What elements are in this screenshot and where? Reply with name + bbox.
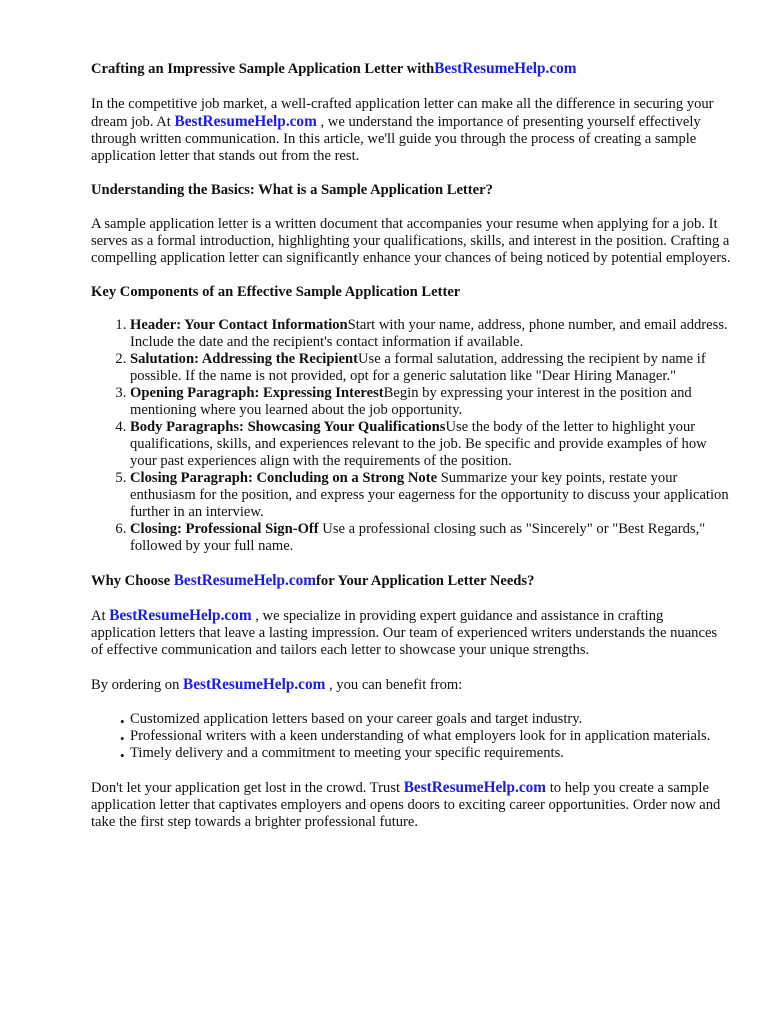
closing-text-after: to help you create a sample application letter that captivates employers and opens doors to exciting career opportunities. Order now and take the first step towards a brighter professional future. <box>91 780 721 830</box>
list-item <box>120 745 731 763</box>
list-item <box>130 470 731 521</box>
list-item-label: Body Paragraphs: Showcasing Your Qualifications <box>130 419 446 435</box>
intro-link[interactable]: BestResumeHelp.com <box>174 113 317 130</box>
list-item <box>130 385 731 419</box>
closing-text-before: Don't let your application get lost in the crowd. Trust <box>91 780 404 796</box>
title-text: Crafting an Impressive Sample Application Letter with <box>91 61 435 77</box>
why-heading <box>91 572 731 590</box>
list-item-label: Closing Paragraph: Concluding on a Strong Note <box>130 470 438 486</box>
basics-paragraph: A sample application letter is a written document that accompanies your resume when applying for a job. It serves as a formal introduction, highlighting your qualifications, skills, and interest in the position. Crafting a compelling application letter can significantly enhance your chances of being noticed by potential employers. <box>91 216 731 266</box>
components-list <box>91 317 731 555</box>
list-item-text: Use a formal salutation, addressing the recipient by name if possible. If the name is not provided, opt for a generic salutation like "Dear Hiring Manager." <box>130 351 706 384</box>
intro-text-before: In the competitive job market, a well-crafted application letter can make all the difference in securing your dream job. At <box>91 96 714 130</box>
why-text-before: At <box>91 608 110 624</box>
list-item-text: Use a professional closing such as "Sincerely" or "Best Regards," followed by your full name. <box>130 521 706 554</box>
closing-link[interactable]: BestResumeHelp.com <box>403 779 547 796</box>
ordering-paragraph <box>91 676 731 694</box>
list-item-label: Closing: Professional Sign-Off <box>130 521 319 537</box>
ordering-text-before: By ordering on <box>91 677 184 693</box>
article <box>91 60 731 831</box>
why-text-after: , we specialize in providing expert guidance and assistance in crafting application letters that leave a lasting impression. Our team of experienced writers understands the nuances of effective communication and tailors each letter to showcase your unique strengths. <box>91 608 718 658</box>
list-item <box>130 351 731 385</box>
title-link[interactable]: BestResumeHelp.com <box>434 60 577 77</box>
bullet-icon: • <box>120 748 125 763</box>
ordering-link[interactable]: BestResumeHelp.com <box>183 676 326 693</box>
list-item-text: Professional writers with a keen understanding of what employers look for in application materials. <box>130 728 711 744</box>
list-item <box>120 728 731 746</box>
list-item-text: Begin by expressing your interest in the position and mentioning where you learned about the job opportunity. <box>130 385 692 418</box>
list-item-text: Use the body of the letter to highlight your qualifications, skills, and experiences relevant to the job. Be specific and provide examples of how your past experiences align with the requirements of the position. <box>130 419 707 469</box>
basics-heading: Understanding the Basics: What is a Sample Application Letter? <box>91 182 493 198</box>
list-item-label: Opening Paragraph: Expressing Interest <box>130 385 384 401</box>
why-heading-link[interactable]: BestResumeHelp.com <box>173 572 317 589</box>
article-title <box>91 60 731 78</box>
list-item-label: Salutation: Addressing the Recipient <box>130 351 358 367</box>
list-item-text: Timely delivery and a commitment to meeting your specific requirements. <box>130 745 564 761</box>
list-item-text: Start with your name, address, phone number, and email address. Include the date and the recipient's contact information if available. <box>130 317 728 350</box>
list-item <box>130 317 731 351</box>
list-item <box>130 521 731 555</box>
ordering-text-after: , you can benefit from: <box>325 677 463 693</box>
benefits-list <box>91 711 731 762</box>
why-heading-after: for Your Application Letter Needs? <box>316 573 535 589</box>
why-heading-before: Why Choose <box>91 573 174 589</box>
bullet-icon: • <box>120 731 125 746</box>
closing-paragraph <box>91 779 731 831</box>
components-heading: Key Components of an Effective Sample Application Letter <box>91 284 461 300</box>
list-item-text: Summarize your key points, restate your enthusiasm for the position, and express your eagerness for the opportunity to discuss your application further in an interview. <box>130 470 729 520</box>
intro-paragraph <box>91 96 731 165</box>
why-paragraph <box>91 607 731 659</box>
list-item-text: Customized application letters based on your career goals and target industry. <box>130 711 583 727</box>
list-item <box>120 711 731 729</box>
list-item <box>130 419 731 470</box>
why-link[interactable]: BestResumeHelp.com <box>109 607 252 624</box>
list-item-label: Header: Your Contact Information <box>130 317 348 333</box>
intro-text-after: , we understand the importance of presenting yourself effectively through written communication. In this article, we'll guide you through the process of creating a sample application letter that stands out from the rest. <box>91 114 701 164</box>
bullet-icon: • <box>120 714 125 729</box>
